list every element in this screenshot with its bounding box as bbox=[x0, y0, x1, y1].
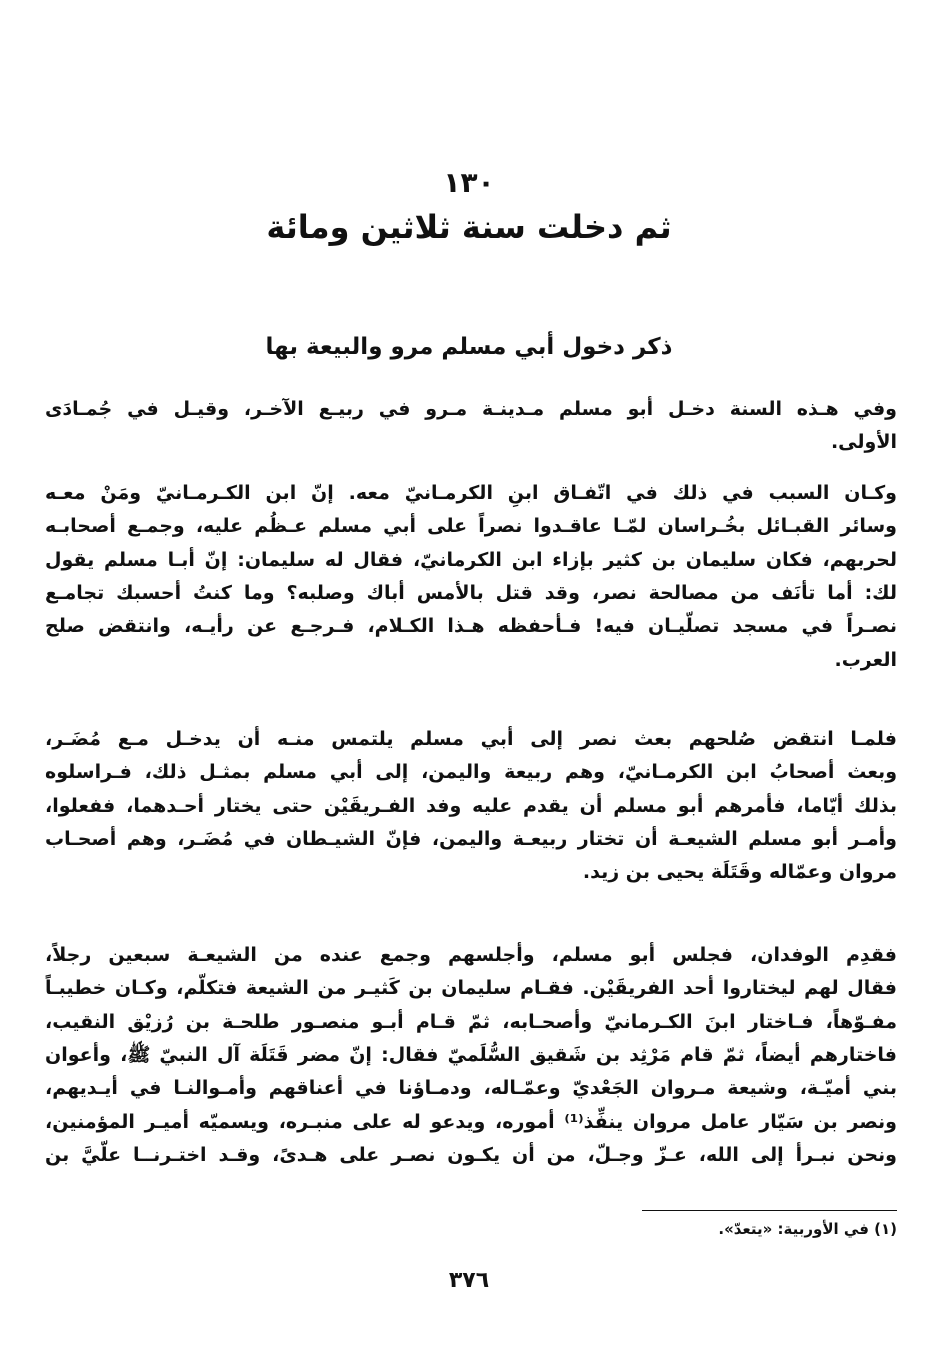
paragraph-line: ونصر بن سَيّار عامل مروان ينفِّذ⁽¹⁾ أموره، ويدعو له على منبـره، ويسميّه أميـر المؤمنين، bbox=[45, 1110, 897, 1133]
paragraph-line: فاختارهم أيضاً، ثمّ قام مَرْثِد بن شَقيق السُّلَميّ فقال: إنّ مضر قَتَلَة آل النبيّ ﷺ، وأعوان bbox=[45, 1043, 897, 1066]
section-heading: ذكر دخول أبي مسلم مرو والبيعة بها bbox=[265, 334, 673, 360]
paragraph-line: مروان وعمّاله وقَتَلَة يحيى بن زيد. bbox=[582, 861, 897, 884]
paragraph-line: فقدِم الوفدان، فجلس أبو مسلم، وأجلسهم وجمع عنده من الشيعـة سبعين رجلاً، bbox=[45, 944, 897, 966]
paragraph-line: وبعث أصحابُ ابن الكرمـانيّ، وهم ربيعة واليمن، إلى أبي مسلم بمثـل ذلك، فـراسلوه bbox=[45, 761, 897, 784]
paragraph-line: وأمـر أبو مسلم الشيعـة أن تختار ربيعـة واليمن، فإنّ الشيـطان في مُضَـر، وهم أصحـاب bbox=[45, 827, 897, 850]
footnote-divider bbox=[642, 1210, 897, 1211]
paragraph-line: مفـوّهاً، فـاختار ابنَ الكـرمانيّ وأصحـابه، ثمّ قـام أبـو منصـور طلحـة بن رُزيْق النقيب، bbox=[45, 1010, 897, 1033]
page-number: ٣٧٦ bbox=[448, 1268, 490, 1293]
paragraph-line: الأولى. bbox=[830, 431, 897, 454]
paragraph-line: فقال لهم ليختاروا أحد الفريقَيْن. فقـام سليمان بن كَثيـر من الشيعة فتكلّم، وكـان خطيبـاً bbox=[45, 977, 897, 1000]
footnote: (١) في الأوربية: «يتعدّ». bbox=[718, 1220, 897, 1238]
paragraph-line: وفي هـذه السنة دخـل أبو مسلم مـدينـة مـرو في ربيـع الآخـر، وقيـل في جُمـادَى bbox=[45, 398, 897, 420]
chapter-title: ثم دخلت سنة ثلاثين ومائة bbox=[266, 208, 672, 246]
paragraph-line: بذلك أيّاما، فأمرهم أبو مسلم أن يقدم عليه وفد الفـريقَيْن حتى يختار أحـدهما، ففعلوا، bbox=[45, 794, 897, 817]
paragraph-line: لك: أما تأنَف من مصالحة نصر، وقد قتل بالأمس أباك وصلبه؟ وما كنتُ أحسبك تجامـع bbox=[45, 581, 897, 604]
paragraph-line: وكـان السبب في ذلك في اتّفـاق ابنِ الكرمـانيّ معه. إنّ ابن الكـرمـانيّ ومَنْ معـه bbox=[45, 482, 897, 504]
paragraph-line: فلمـا انتقض صُلحهم بعث نصر إلى أبي مسلم يلتمس منـه أن يدخـل مـع مُضَـر، bbox=[45, 728, 897, 750]
paragraph-line: ونحن نبـرأ إلى الله، عـزّ وجـلّ، من أن يكـون نصـر على هـدىً، وقـد اختـرنــا علّيَّ بن bbox=[45, 1143, 897, 1166]
paragraph-line: وسائر القبـائل بخُـراسان لمّـا عاقـدوا نصراً على أبي مسلم عـظُم عليه، وجمـع أصحابـه bbox=[45, 515, 897, 538]
paragraph-line: لحربهم، فكان سليمان بن كثير بإزاء ابن الكرمانيّ، فقال له سليمان: إنّ أبـا مسلم يقول bbox=[45, 548, 897, 571]
chapter-number: ١٣٠ bbox=[443, 166, 495, 199]
paragraph-line: العرب. bbox=[834, 648, 897, 671]
paragraph-line: نصـراً في مسجد تصلّيـان فيه! فـأحفظه هـذا الكـلام، فـرجـع عن رأيـه، وانتقض صلح bbox=[45, 615, 897, 638]
paragraph-line: بني أميّـة، وشيعة مـروان الجَعْديّ وعمّـاله، ودمـاؤنا في أعناقهم وأمـوالنـا في أيـديهم، bbox=[45, 1077, 897, 1100]
